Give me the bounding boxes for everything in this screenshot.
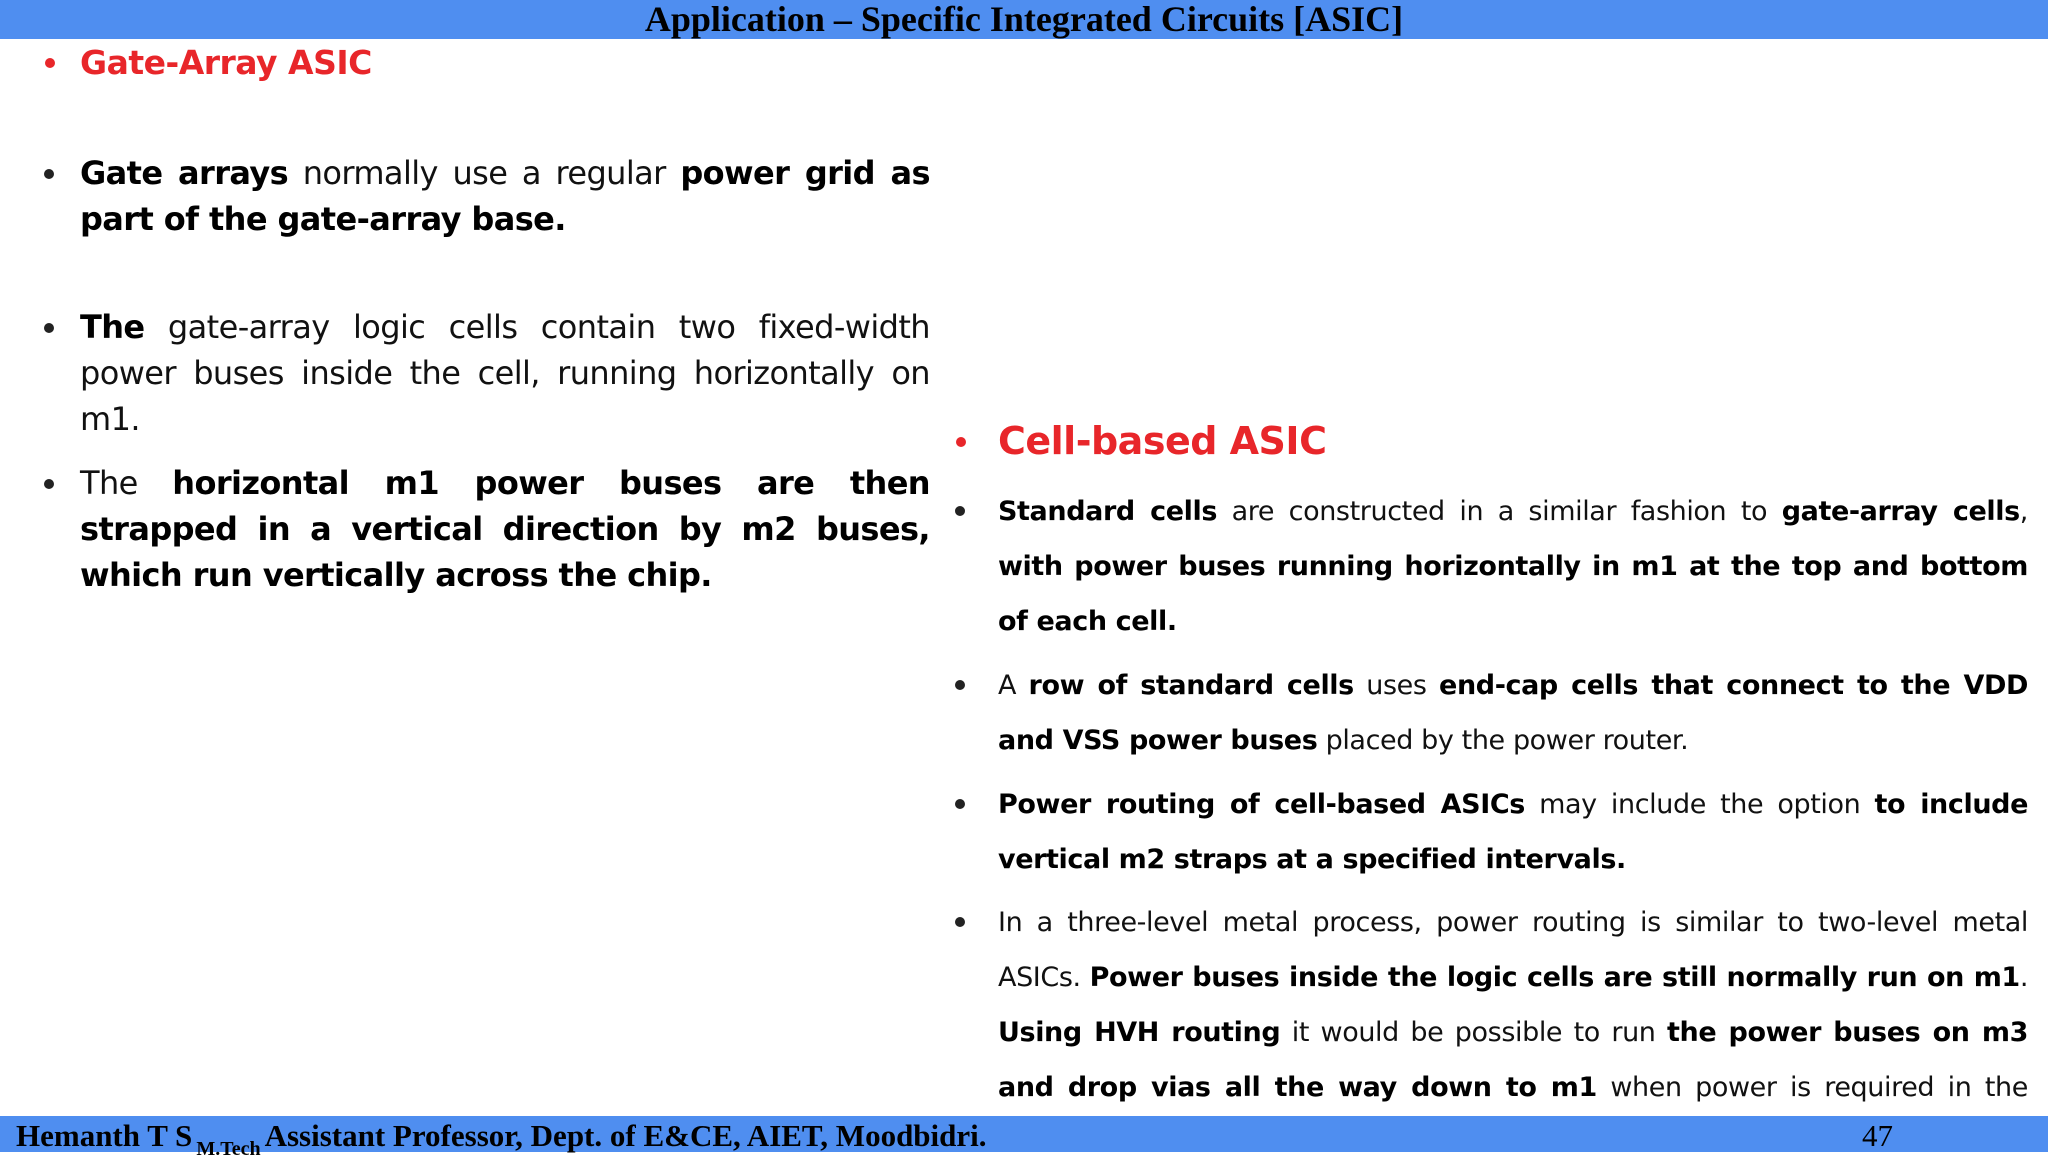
bold-text: The [80,308,145,346]
author-credit [16,1116,987,1160]
bullet-icon [44,479,54,489]
bold-text: Using HVH routing [998,1017,1281,1048]
page-number: 47 [1862,1118,1893,1153]
text: may include the option [1524,789,1875,820]
bold-text: horizontal m1 power buses are then strapped in a vertical direction by m2 buses, which run vertically across the chip. [80,464,930,594]
left-bullet-2 [80,304,930,442]
bold-text: gate-array cells [1781,496,2020,527]
bullet-icon [44,169,54,179]
bold-text: power grid as part of the gate-array base. [80,154,930,238]
author-name: Hemanth T S [16,1118,193,1153]
left-bullet-1 [80,150,930,242]
bullet-icon [955,506,965,516]
bold-text: row of standard cells [1028,670,1354,701]
text: normally use a regular [288,154,681,192]
bold-text: Power routing of cell-based ASICs [998,789,1525,820]
bold-text: to include vertical m2 straps at a specified intervals. [998,789,2028,875]
author-degree: M.Tech [196,1138,261,1160]
text: . [2019,962,2029,993]
bullet-icon [955,799,965,809]
bold-text: Power buses inside the logic cells are still normally run on m1 [1089,962,2020,993]
bold-text: Standard cells [998,496,1218,527]
bold-text: end-cap cells that connect to the VDD and VSS power buses [998,670,2028,756]
right-bullet-2 [998,658,2028,768]
right-bullet-1 [998,484,2028,649]
text: when power is required in the [1610,1072,2028,1103]
slide-footer-bar [0,1116,2048,1160]
text: uses [1353,670,1440,701]
text: In a three-level metal process, power routing is similar to two-level metal ASICs. [998,907,2028,993]
cell-based-heading: Cell-based ASIC [998,419,1327,463]
gate-array-heading: Gate-Array ASIC [80,43,372,82]
text: it would be possible to run [1280,1017,1668,1048]
bold-text: with power buses running horizontally in m1 at the top and bottom of each cell. [998,551,2028,637]
text: gate-array logic cells contain two fixed-width power buses inside the cell, running horizontally on m1. [80,308,930,438]
slide-title-bar [0,0,2048,39]
text: The [80,464,173,502]
text: , [2019,496,2028,527]
text: placed by the power router. [1317,725,1689,756]
bullet-icon [955,680,965,690]
bullet-icon [956,437,966,447]
bold-text: Gate arrays [80,154,289,192]
bullet-icon [955,917,965,927]
text: A [998,670,1029,701]
left-bullet-3 [80,460,930,598]
bullet-icon [44,323,54,333]
slide-title: Application – Specific Integrated Circuits [ASIC] [644,0,1404,39]
text: are constructed in a similar fashion to [1217,496,1782,527]
bold-text: the power buses on m3 and drop vias all the way down to m1 [998,1017,2028,1103]
bullet-icon [45,58,55,68]
author-affiliation: Assistant Professor, Dept. of E&CE, AIET, Moodbidri. [264,1118,987,1153]
right-bullet-3 [998,777,2028,887]
